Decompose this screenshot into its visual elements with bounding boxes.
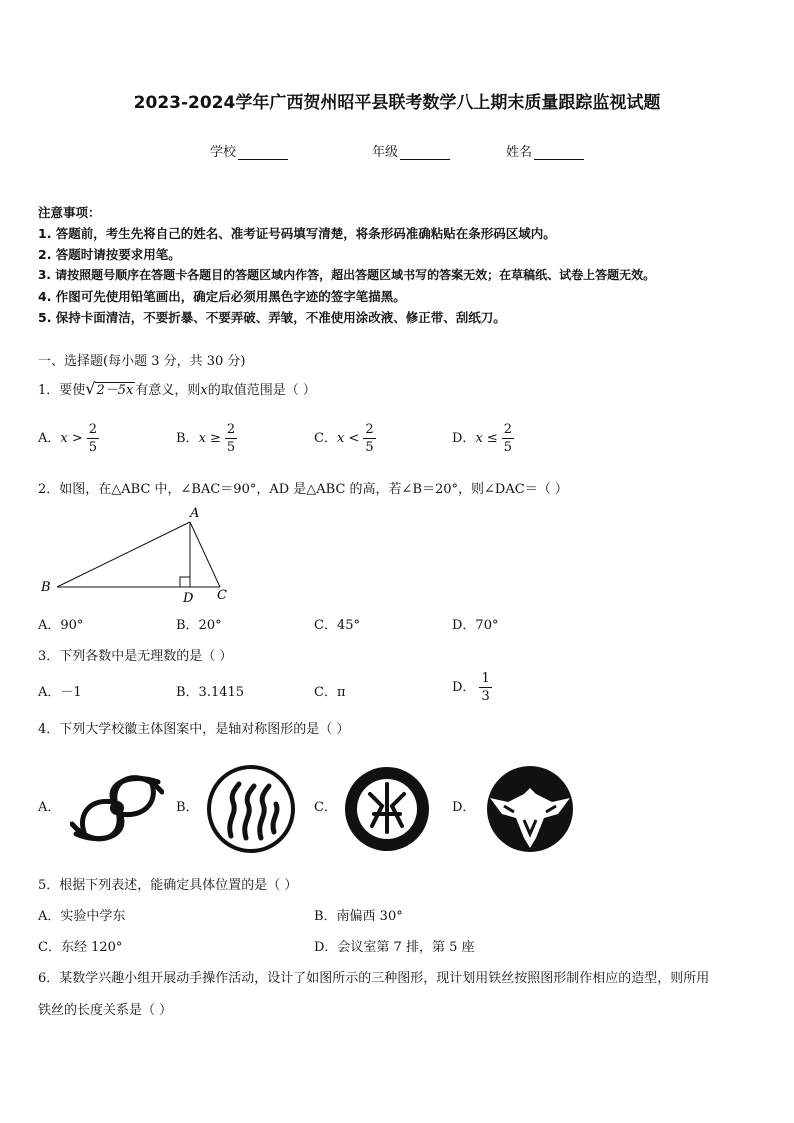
notice-item: 3. 请按照题号顺序在答题卡各题目的答题区域内作答，超出答题区域书写的答案无效；在草稿纸、试卷上答题无效。	[38, 268, 656, 282]
question-1: 1．要使√2－5x 有意义，则x的取值范围是（ ）	[38, 379, 316, 398]
q3-option-c[interactable]: C．π	[314, 685, 346, 700]
question-6-line-2: 铁丝的长度关系是（ ）	[38, 1003, 173, 1018]
notice-item: 1. 答题前，考生先将自己的姓名、准考证号码填写清楚，将条形码准确粘贴在条形码区域内。	[38, 226, 556, 241]
q5-option-b[interactable]: B．南偏西 30°	[314, 909, 403, 924]
notice-item: 5. 保持卡面清洁，不要折暴、不要弄破、弄皱，不准使用涂改液、修正带、刮纸刀。	[38, 310, 506, 325]
question-6-line-1: 6．某数学兴趣小组开展动手操作活动，设计了如图所示的三种图形，现计划用铁丝按照图形制作相应的造型，则所用	[38, 971, 710, 986]
grade-blank	[400, 146, 450, 160]
spiral-emblem-icon	[70, 764, 164, 852]
q5-option-d[interactable]: D．会议室第 7 排，第 5 座	[314, 940, 475, 955]
q4-option-c-label[interactable]: C．	[314, 800, 337, 815]
q3-option-b[interactable]: B．3.1415	[176, 685, 245, 700]
triangle-figure	[35, 502, 245, 607]
name-field	[506, 141, 584, 160]
q1-suffix: 的取值范围是（ ）	[207, 383, 316, 398]
school-label: 学校	[210, 145, 237, 160]
q1-var: x	[200, 383, 208, 398]
vertex-label-b: B	[41, 580, 51, 595]
vertex-label-a: A	[190, 506, 200, 521]
vertex-label-c: C	[217, 588, 227, 603]
q5-option-a[interactable]: A．实验中学东	[38, 909, 126, 924]
q5-option-c[interactable]: C．东经 120°	[38, 940, 123, 955]
notice-item: 2. 答题时请按要求用笔。	[38, 247, 181, 262]
q3-option-d[interactable]: D． $\frac{1}{3}$	[452, 671, 490, 704]
q1-option-a[interactable]: A．x > $\frac{2}{5}$	[38, 422, 98, 455]
school-blank	[238, 146, 288, 160]
q4-option-a-label[interactable]: A．	[38, 800, 61, 815]
name-label: 姓名	[506, 145, 533, 160]
question-4: 4．下列大学校徽主体图案中，是轴对称图形的是（ ）	[38, 722, 350, 737]
question-2: 2．如图，在△ABC 中，∠BAC＝90°，AD 是△ABC 的高，若∠B＝20°，则∠DAC＝（ ）	[38, 482, 568, 497]
notice-item: 4. 作图可先使用铅笔画出，确定后必须用黑色字迹的签字笔描黑。	[38, 289, 406, 304]
q1-radicand: 2－5x	[96, 383, 134, 398]
q1-prefix: 1．要使	[38, 383, 86, 398]
q1-option-b[interactable]: B．x ≥ $\frac{2}{5}$	[176, 422, 236, 455]
vertex-label-d: D	[183, 591, 194, 606]
question-3: 3．下列各数中是无理数的是（ ）	[38, 649, 233, 664]
grade-label: 年级	[372, 145, 399, 160]
q1-option-d[interactable]: D．x ≤ $\frac{2}{5}$	[452, 422, 513, 455]
name-blank	[534, 146, 584, 160]
q2-option-b[interactable]: B．20°	[176, 618, 222, 633]
pku-style-emblem-icon	[342, 764, 432, 854]
q1-option-c[interactable]: C．x < $\frac{2}{5}$	[314, 422, 374, 455]
question-5: 5．根据下列表述，能确定具体位置的是（ ）	[38, 878, 298, 893]
q2-option-d[interactable]: D．70°	[452, 618, 499, 633]
q1-middle: 有意义，则	[135, 383, 201, 398]
q2-option-a[interactable]: A．90°	[38, 618, 84, 633]
notice-heading: 注意事项：	[38, 205, 101, 220]
q2-option-c[interactable]: C．45°	[314, 618, 360, 633]
q4-option-d-label[interactable]: D．	[452, 800, 476, 815]
q4-option-b-label[interactable]: B．	[176, 800, 199, 815]
grade-field	[372, 141, 450, 160]
school-field	[210, 141, 288, 160]
q3-option-a[interactable]: A．－1	[38, 685, 82, 700]
wave-emblem-icon	[206, 764, 296, 854]
section-heading: 一、选择题(每小题 3 分，共 30 分)	[38, 354, 246, 369]
eagle-emblem-icon	[484, 764, 576, 854]
page-title: 2023-2024学年广西贺州昭平县联考数学八上期末质量跟踪监视试题	[133, 93, 661, 113]
